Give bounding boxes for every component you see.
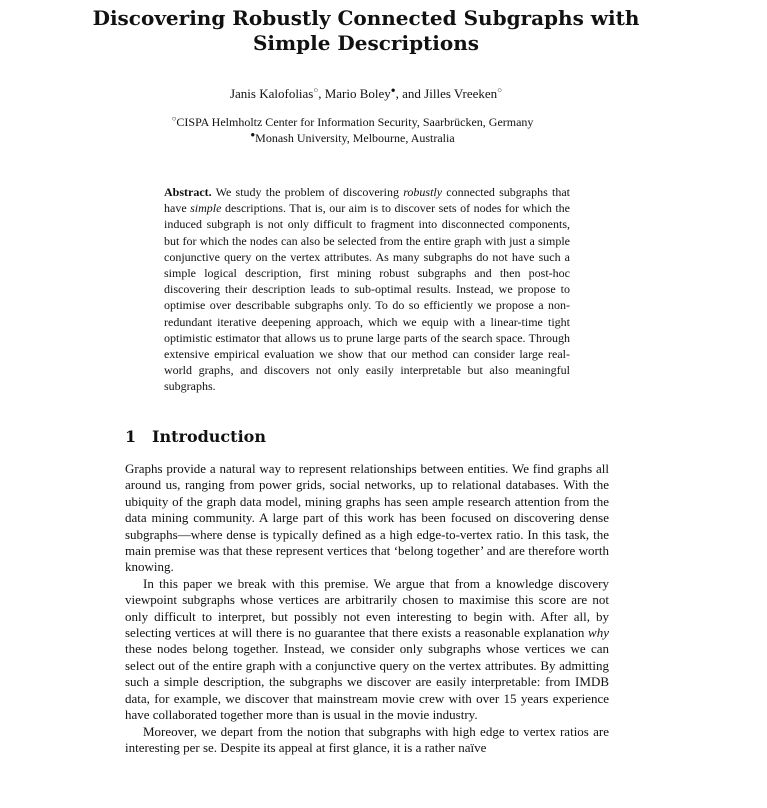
paper-title-line-1: Discovering Robustly Connected Subgraphs with xyxy=(92,6,640,30)
paragraph-2 xyxy=(125,576,609,724)
body-text xyxy=(125,461,609,756)
abstract-emphasis-robustly: robustly xyxy=(403,185,443,199)
paper-title-line-2: Simple Descriptions xyxy=(252,31,480,55)
author-1: Janis Kalofolias xyxy=(229,86,314,101)
paper-title xyxy=(0,6,732,56)
author-separator: , and xyxy=(395,86,425,101)
affiliations xyxy=(0,114,705,146)
author-3-affil-mark: ○ xyxy=(497,85,503,95)
author-list xyxy=(0,85,732,103)
abstract xyxy=(164,184,570,395)
abstract-text-2: connected subgraphs that have xyxy=(164,185,570,216)
author-3: Jilles Vreeken xyxy=(424,86,498,101)
paragraph-2-text-b: these nodes belong together. Instead, we consider only subgraphs whose vertices we can select out of the entire graph with a conjunctive query on the vertex attributes. By admitting such a simple description, the subgraphs we discover are easily interpretable: from IMDB data, for example, we discover that mainstream movie crew with over 15 years experience have collaborated together more than is usual in the movie industry. xyxy=(125,641,609,723)
affiliation-2-mark: ● xyxy=(250,130,256,139)
abstract-label: Abstract. xyxy=(164,185,212,199)
author-separator: , xyxy=(318,86,325,101)
paragraph-1: Graphs provide a natural way to represent relationships between entities. We find graphs all around us, ranging from power grids, social networks, up to relational databases. With the ubiquity of the graph data model, mining graphs has seen ample research attention from the data mining community. A large part of this work has been focused on discovering dense subgraphs—where dense is typically defined as a high edge-to-vertex ratio. In this task, the main premise was that these represent vertices that ‘belong together’ and are therefore worth knowing. xyxy=(125,461,609,575)
paragraph-3: Moreover, we depart from the notion that subgraphs with high edge to vertex ratios are interesting per se. Despite its appeal at first glance, it is a rather naïve xyxy=(125,723,609,755)
abstract-text-3: descriptions. That is, our aim is to discover sets of nodes for which the induced subgraph is not only difficult to fragment into disconnected components, but for which the nodes can also be selected from the entire graph with just a simple conjunctive query on the vertex attributes. As many subgraphs do not have such a simple logical description, first mining robust subgraphs and then post-hoc discovering their description leads to sub-optimal results. Instead, we propose to optimise over describable subgraphs only. To do so efficiently we propose a non-redundant iterative deepening approach, which we equip with a linear-time tight optimistic estimator that allows us to prune large parts of the search space. Through extensive empirical evaluation we show that our method can consider large real-world graphs, and discovers not only easily interpretable but also meaningful subgraphs. xyxy=(164,201,570,394)
paragraph-2-text-a: In this paper we break with this premise. We argue that from a knowledge discovery viewpoint subgraphs whose vertices are arbitrarily chosen to maximise this score are not only difficult to interpret, but possibly not even interesting to begin with. After all, by selecting vertices at will there is no guarantee that there exists a reasonable explanation xyxy=(125,575,609,641)
affiliation-1-mark: ○ xyxy=(171,114,177,123)
section-number: 1 xyxy=(125,427,137,446)
section-heading-introduction xyxy=(125,427,625,447)
abstract-emphasis-simple: simple xyxy=(190,201,222,216)
affiliation-2-text: Monash University, Melbourne, Australia xyxy=(255,131,455,145)
affiliation-1 xyxy=(0,114,705,130)
section-title: Introduction xyxy=(152,427,266,446)
author-2-affil-mark: ● xyxy=(390,85,396,95)
affiliation-1-text: CISPA Helmholtz Center for Information Security, Saarbrücken, Germany xyxy=(176,115,534,129)
paragraph-2-emphasis-why: why xyxy=(588,625,609,641)
affiliation-2 xyxy=(0,130,705,146)
author-2: Mario Boley xyxy=(324,86,391,101)
author-1-affil-mark: ○ xyxy=(313,85,319,95)
abstract-text-1: We study the problem of discovering xyxy=(215,185,404,199)
